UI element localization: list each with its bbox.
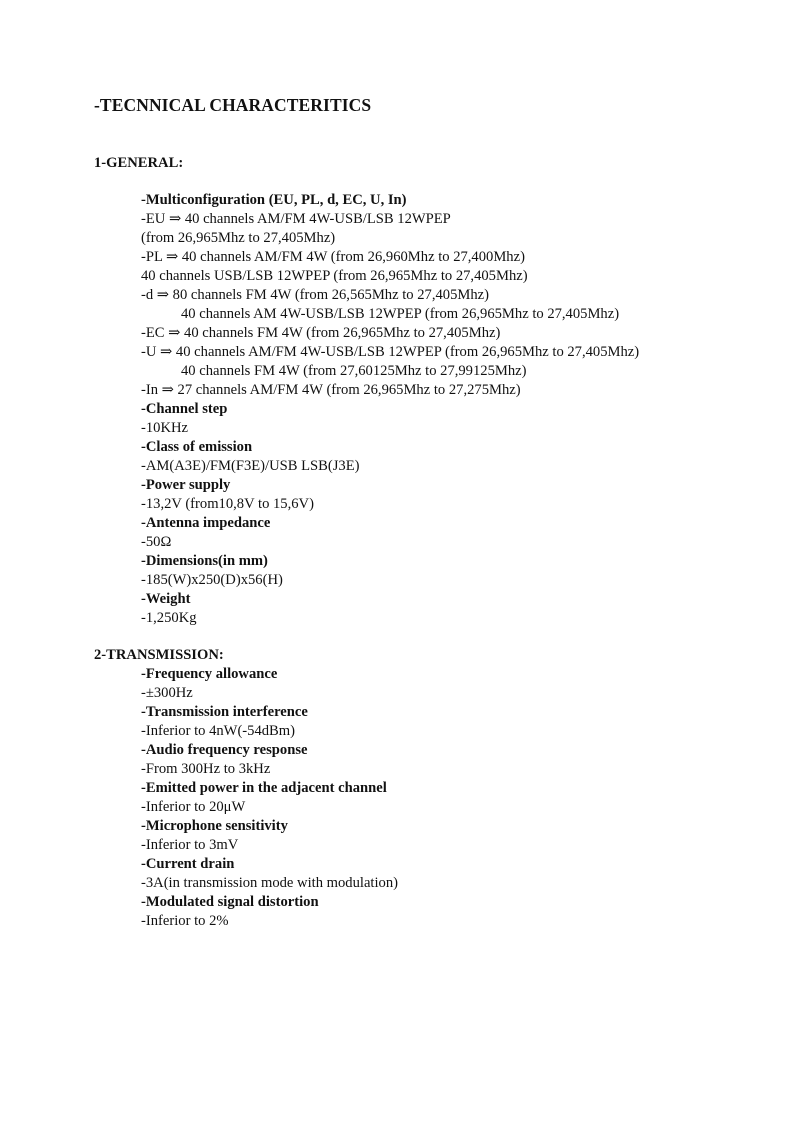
spec-value: -±300Hz bbox=[141, 685, 193, 701]
spec-value: (from 26,965Mhz to 27,405Mhz) bbox=[141, 230, 336, 246]
spec-value: 40 channels USB/LSB 12WPEP (from 26,965Mhz to 27,405Mhz) bbox=[141, 268, 528, 284]
spec-value: -185(W)x250(D)x56(H) bbox=[141, 572, 283, 588]
section-body-transmission bbox=[141, 665, 761, 931]
spec-heading: -Channel step bbox=[141, 401, 228, 417]
spec-heading: -Current drain bbox=[141, 856, 235, 872]
spec-value: -50Ω bbox=[141, 534, 172, 550]
spec-value: -1,250Kg bbox=[141, 610, 197, 626]
spec-value: -AM(A3E)/FM(F3E)/USB LSB(J3E) bbox=[141, 458, 360, 474]
spec-heading: -Class of emission bbox=[141, 439, 253, 455]
section-heading-transmission: 2-TRANSMISSION: bbox=[94, 647, 224, 663]
section-body-general bbox=[141, 191, 761, 628]
spec-value: -Inferior to 2% bbox=[141, 913, 229, 929]
spec-heading: -Transmission interference bbox=[141, 704, 308, 720]
spec-heading: -Antenna impedance bbox=[141, 515, 271, 531]
spec-value: 40 channels AM 4W-USB/LSB 12WPEP (from 26,965Mhz to 27,405Mhz) bbox=[181, 306, 620, 322]
spec-value: -Inferior to 3mV bbox=[141, 837, 239, 853]
spec-heading: -Modulated signal distortion bbox=[141, 894, 319, 910]
spec-heading: -Multiconfiguration (EU, PL, d, EC, U, In) bbox=[141, 192, 407, 208]
spec-value: -From 300Hz to 3kHz bbox=[141, 761, 271, 777]
spec-value: -13,2V (from10,8V to 15,6V) bbox=[141, 496, 314, 512]
spec-value: -10KHz bbox=[141, 420, 189, 436]
spec-heading: -Emitted power in the adjacent channel bbox=[141, 780, 387, 796]
spec-heading: -Dimensions(in mm) bbox=[141, 553, 268, 569]
spec-heading: -Weight bbox=[141, 591, 191, 607]
spec-heading: -Audio frequency response bbox=[141, 742, 308, 758]
spec-heading: -Frequency allowance bbox=[141, 666, 278, 682]
spec-value: -U ⇒ 40 channels AM/FM 4W-USB/LSB 12WPEP (from 26,965Mhz to 27,405Mhz) bbox=[141, 344, 640, 360]
page-title: -TECNNICAL CHARACTERITICS bbox=[94, 95, 372, 115]
spec-value: -EC ⇒ 40 channels FM 4W (from 26,965Mhz to 27,405Mhz) bbox=[141, 325, 501, 341]
spec-heading: -Power supply bbox=[141, 477, 231, 493]
spec-value: -Inferior to 20μW bbox=[141, 799, 246, 815]
spec-value: 40 channels FM 4W (from 27,60125Mhz to 27,99125Mhz) bbox=[181, 363, 527, 379]
spec-value: -EU ⇒ 40 channels AM/FM 4W-USB/LSB 12WPEP bbox=[141, 211, 451, 227]
spec-value: -d ⇒ 80 channels FM 4W (from 26,565Mhz to 27,405Mhz) bbox=[141, 287, 489, 303]
spec-value: -Inferior to 4nW(-54dBm) bbox=[141, 723, 295, 739]
spec-value: -In ⇒ 27 channels AM/FM 4W (from 26,965Mhz to 27,275Mhz) bbox=[141, 382, 521, 398]
spec-value: -3A(in transmission mode with modulation) bbox=[141, 875, 398, 891]
spec-heading: -Microphone sensitivity bbox=[141, 818, 288, 834]
section-heading-general: 1-GENERAL: bbox=[94, 155, 184, 171]
spec-value: -PL ⇒ 40 channels AM/FM 4W (from 26,960Mhz to 27,400Mhz) bbox=[141, 249, 525, 265]
